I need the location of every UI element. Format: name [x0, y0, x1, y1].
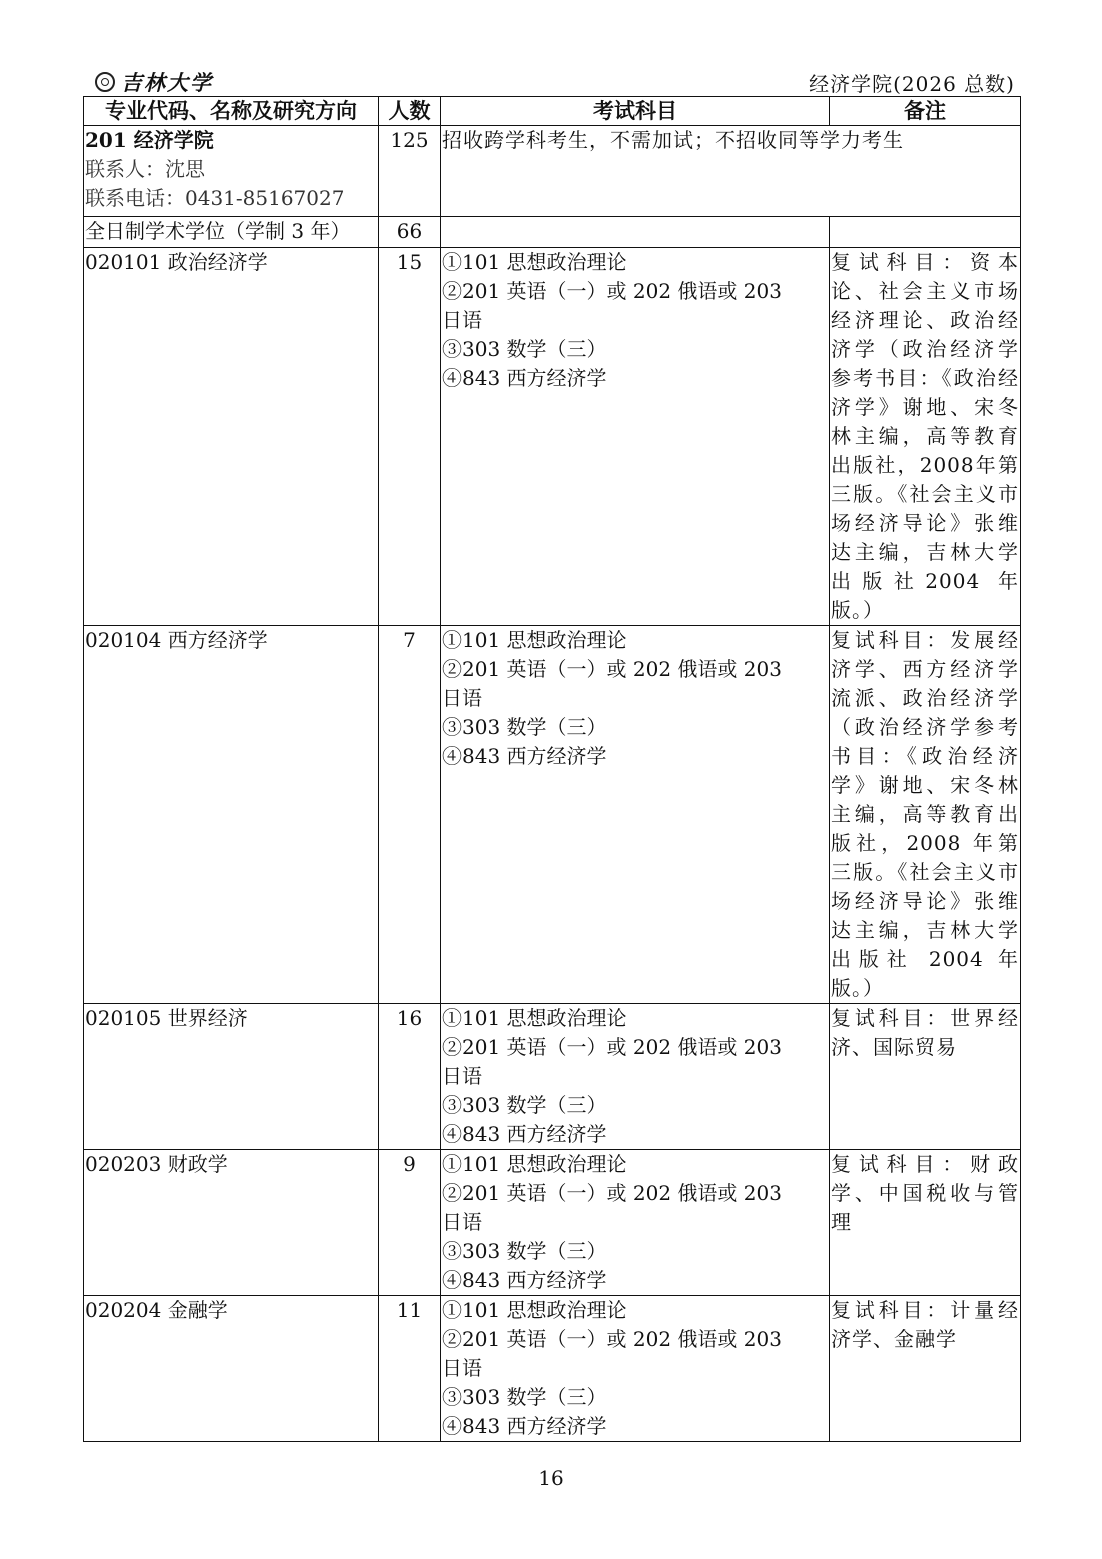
school-row — [84, 126, 1021, 217]
exam-subjects: ①101 思想政治理论 ②201 英语（一）或 202 俄语或 203 日语 ③303 数学（三） ④843 西方经济学 — [441, 1150, 830, 1296]
school-count: 125 — [379, 126, 441, 217]
major-count: 15 — [379, 248, 441, 626]
table-row — [84, 1004, 1021, 1150]
exam-subjects: ①101 思想政治理论 ②201 英语（一）或 202 俄语或 203 日语 ③303 数学（三） ④843 西方经济学 — [441, 626, 830, 1004]
page-number: 16 — [538, 1466, 564, 1490]
exam-subjects: ①101 思想政治理论 ②201 英语（一）或 202 俄语或 203 日语 ③303 数学（三） ④843 西方经济学 — [441, 248, 830, 626]
column-header-subjects: 考试科目 — [441, 97, 830, 126]
school-contact: 联系人：沈思 — [85, 157, 205, 181]
exam-subjects: ①101 思想政治理论 ②201 英语（一）或 202 俄语或 203 日语 ③303 数学（三） ④843 西方经济学 — [441, 1004, 830, 1150]
major-note: 复试科目：世界经济、国际贸易 — [830, 1004, 1021, 1150]
major-note: 复试科目：计量经济学、金融学 — [830, 1296, 1021, 1442]
column-header-notes: 备注 — [830, 97, 1021, 126]
table-row — [84, 1150, 1021, 1296]
school-info — [84, 126, 379, 217]
major-count: 7 — [379, 626, 441, 1004]
major-note: 复试科目：发展经济学、西方经济学流派、政治经济学（政治经济学参考书目：《政治经济学》谢地、宋冬林主编，高等教育出版社，2008 年第三版。《社会主义市场经济导论》张维达主编，吉林大学出版社 2004 年版。） — [830, 626, 1021, 1004]
major-name: 020104 西方经济学 — [84, 626, 379, 1004]
major-name: 020203 财政学 — [84, 1150, 379, 1296]
logo-text: 吉林大学 — [121, 70, 213, 95]
major-note: 复试科目：资本论、社会主义市场经济理论、政治经济学（政治经济学参考书目：《政治经济学》谢地、宋冬林主编，高等教育出版社，2008年第三版。《社会主义市场经济导论》张维达主编，吉林大学出版社2004 年版。） — [830, 248, 1021, 626]
column-header-count: 人数 — [379, 97, 441, 126]
major-name: 020105 世界经济 — [84, 1004, 379, 1150]
category-count: 66 — [379, 217, 441, 248]
major-count: 9 — [379, 1150, 441, 1296]
major-name: 020204 金融学 — [84, 1296, 379, 1442]
school-phone: 联系电话：0431-85167027 — [85, 186, 345, 210]
column-header-major: 专业代码、名称及研究方向 — [84, 97, 379, 126]
category-row — [84, 217, 1021, 248]
university-logo — [95, 70, 213, 94]
school-name: 201 经济学院 — [85, 128, 214, 152]
admissions-table — [83, 96, 1021, 1442]
page-header — [83, 68, 1019, 96]
table-row — [84, 626, 1021, 1004]
major-note: 复试科目：财政学、中国税收与管理 — [830, 1150, 1021, 1296]
category-name: 全日制学术学位（学制 3 年） — [84, 217, 379, 248]
seal-icon — [95, 72, 115, 92]
school-remark: 招收跨学科考生，不需加试；不招收同等学力考生 — [441, 126, 1021, 217]
table-row — [84, 248, 1021, 626]
table-row — [84, 1296, 1021, 1442]
major-name: 020101 政治经济学 — [84, 248, 379, 626]
header-title: 经济学院(2026 总数) — [809, 72, 1015, 96]
exam-subjects: ①101 思想政治理论 ②201 英语（一）或 202 俄语或 203 日语 ③303 数学（三） ④843 西方经济学 — [441, 1296, 830, 1442]
major-count: 16 — [379, 1004, 441, 1150]
major-count: 11 — [379, 1296, 441, 1442]
table-header-row — [84, 97, 1021, 126]
